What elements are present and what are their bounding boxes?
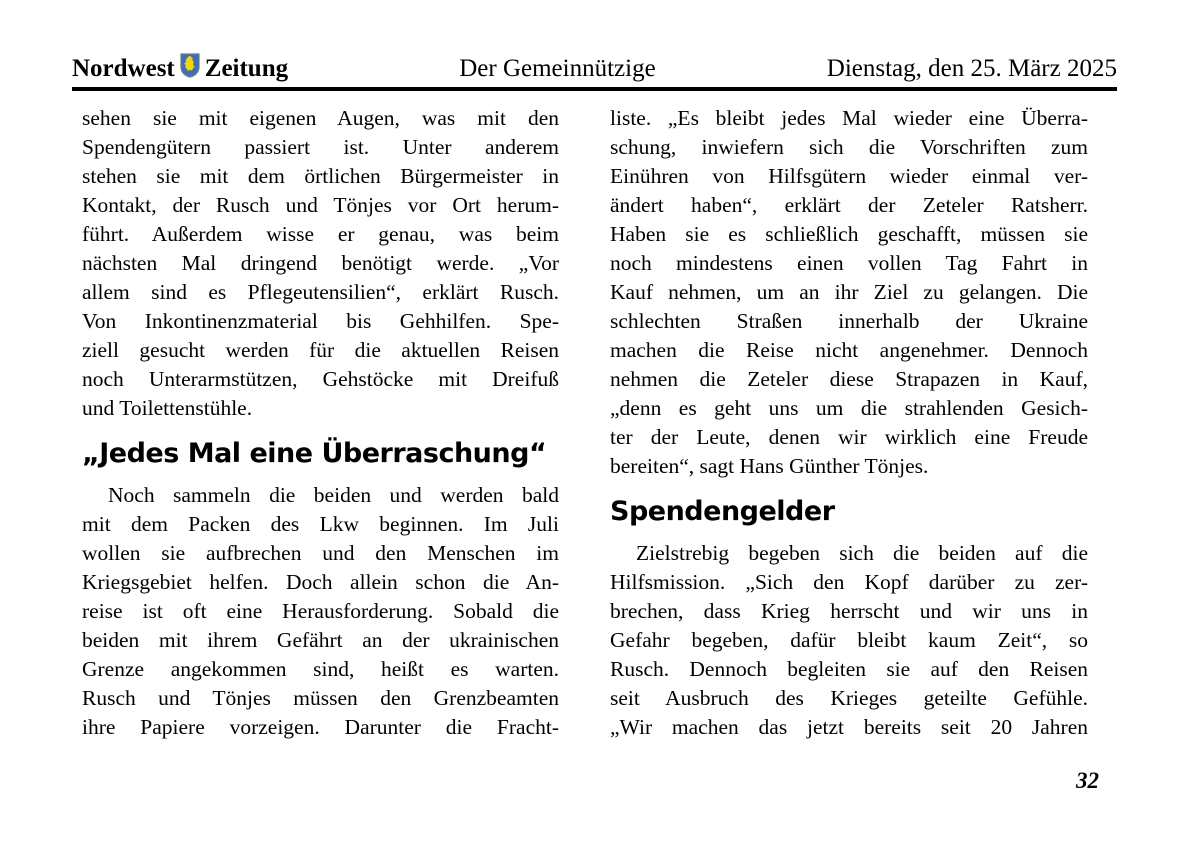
article-body <box>82 104 1088 742</box>
text-line: Grenze angekommen sind, heißt es warten. <box>82 657 559 681</box>
text-line: schlechten Straßen innerhalb der Ukraine <box>610 309 1088 333</box>
text-line: brechen, dass Krieg herrscht und wir uns in <box>610 599 1088 623</box>
text-line: Rusch. Dennoch begleiten sie auf den Reisen <box>610 657 1088 681</box>
text-line: Kontakt, der Rusch und Tönjes vor Ort herum- <box>82 193 559 217</box>
paragraph <box>82 104 559 423</box>
section-heading: „Jedes Mal eine Überraschung“ <box>82 438 547 469</box>
masthead-date: Dienstag, den 25. März 2025 <box>826 54 1117 82</box>
text-line: noch mindestens einen vollen Tag Fahrt in <box>610 251 1088 275</box>
text-line: Gefahr begeben, dafür bleibt kaum Zeit“, so <box>610 628 1088 652</box>
text-line: Kauf nehmen, um an ihr Ziel zu gelangen. Die <box>610 280 1088 304</box>
text-line: ihre Papiere vorzeigen. Darunter die Fracht- <box>82 715 559 739</box>
text-line: stehen sie mit dem örtlichen Bürgermeister in <box>82 164 559 188</box>
text-line: schung, inwiefern sich die Vorschriften zum <box>610 135 1088 159</box>
text-line: Spendengütern passiert ist. Unter anderem <box>82 135 559 159</box>
text-line: machen die Reise nicht angenehmer. Dennoch <box>610 338 1088 362</box>
text-line: Haben sie es schließlich geschafft, müssen sie <box>610 222 1088 246</box>
text-line: allem sind es Pflegeutensilien“, erklärt Rusch. <box>82 280 559 304</box>
text-line: „Wir machen das jetzt bereits seit 20 Jahren <box>610 715 1088 739</box>
masthead-rule <box>72 87 1117 91</box>
text-line: Von Inkontinenzmaterial bis Gehhilfen. Spe- <box>82 309 559 333</box>
text-line: Kriegsgebiet helfen. Doch allein schon die An- <box>82 570 559 594</box>
text-line: liste. „Es bleibt jedes Mal wieder eine Überra- <box>610 106 1088 130</box>
paragraph <box>610 104 1088 481</box>
section-heading: Spendengelder <box>610 496 835 527</box>
text-line: Hilfsmission. „Sich den Kopf darüber zu zer- <box>610 570 1088 594</box>
masthead-center-title: Der Gemeinnützige <box>459 54 656 82</box>
paragraph <box>610 539 1088 742</box>
text-line: reise ist oft eine Herausforderung. Sobald die <box>82 599 559 623</box>
text-line: Einühren von Hilfsgütern wieder einmal ver- <box>610 164 1088 188</box>
text-line: nächsten Mal dringend benötigt werde. „Vor <box>82 251 559 275</box>
column-left <box>82 104 559 742</box>
masthead <box>72 52 1117 85</box>
text-line: Zielstrebig begeben sich die beiden auf die <box>636 541 1088 565</box>
text-line: bereiten“, sagt Hans Günther Tönjes. <box>610 454 929 478</box>
brand-name-right: Zeitung <box>204 54 289 82</box>
column-right <box>610 104 1088 742</box>
newspaper-brand <box>72 52 288 85</box>
text-line: beiden mit ihrem Gefährt an der ukrainischen <box>82 628 559 652</box>
page-number: 32 <box>1076 768 1099 793</box>
text-line: mit dem Packen des Lkw beginnen. Im Juli <box>82 512 559 536</box>
text-line: sehen sie mit eigenen Augen, was mit den <box>82 106 559 130</box>
paragraph <box>82 481 559 742</box>
text-line: wollen sie aufbrechen und den Menschen im <box>82 541 559 565</box>
text-line: führt. Außerdem wisse er genau, was beim <box>82 222 559 246</box>
text-line: seit Ausbruch des Krieges geteilte Gefühle. <box>610 686 1088 710</box>
text-line: und Toilettenstühle. <box>82 396 253 420</box>
brand-name-left: Nordwest <box>72 54 175 82</box>
text-line: ziell gesucht werden für die aktuellen Reisen <box>82 338 559 362</box>
text-line: Noch sammeln die beiden und werden bald <box>108 483 559 507</box>
text-line: Rusch und Tönjes müssen den Grenzbeamten <box>82 686 559 710</box>
text-line: „denn es geht uns um die strahlenden Gesich- <box>610 396 1088 420</box>
text-line: noch Unterarmstützen, Gehstöcke mit Dreifuß <box>82 367 559 391</box>
text-line: ter der Leute, denen wir wirklich eine Freude <box>610 425 1088 449</box>
city-crest-icon <box>180 53 200 86</box>
text-line: ändert haben“, erklärt der Zeteler Ratsherr. <box>610 193 1088 217</box>
text-line: nehmen die Zeteler diese Strapazen in Kauf, <box>610 367 1088 391</box>
